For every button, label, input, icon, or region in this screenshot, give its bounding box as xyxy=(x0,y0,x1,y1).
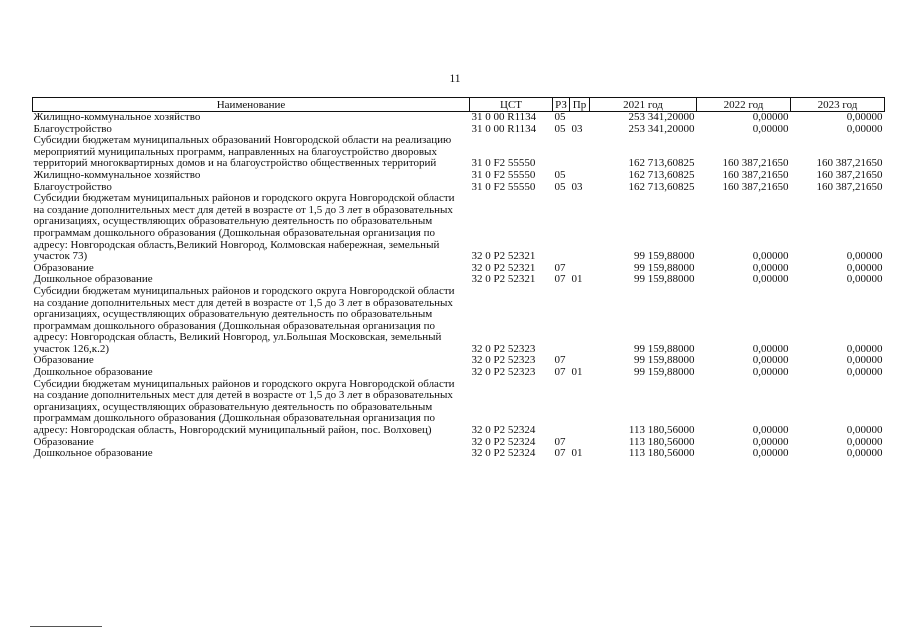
row-amount-2021: 162 713,60825 xyxy=(628,180,695,193)
row-name: Субсидии бюджетам муниципальных образований Новгородской области на реализацию мероприятий муниципальных программ, направленных на благоустройство дворовых территорий многоквартирных домов и на благоустройство общественных территорий xyxy=(33,134,452,170)
header-rz: РЗ xyxy=(553,98,570,112)
table-row xyxy=(33,193,885,263)
row-name: Жилищно-коммунальное хозяйство xyxy=(33,168,201,181)
row-amount-2023: 160 387,21650 xyxy=(816,157,883,170)
row-rz: 05 xyxy=(554,168,566,181)
row-amount-2021: 253 341,20000 xyxy=(628,122,695,135)
row-pr xyxy=(570,379,590,437)
header-csr: ЦСТ xyxy=(470,98,553,112)
footnote-rule xyxy=(30,626,102,627)
row-name: Образование xyxy=(33,354,94,367)
header-pr: Пр xyxy=(570,98,590,112)
row-amount-2021: 99 159,88000 xyxy=(634,250,695,263)
row-name: Образование xyxy=(33,261,94,274)
row-amount-2023: 0,00000 xyxy=(846,424,883,437)
row-rz: 07 xyxy=(554,354,566,367)
row-amount-2021: 99 159,88000 xyxy=(634,354,695,367)
row-rz: 05 xyxy=(554,111,566,123)
row-amount-2023: 0,00000 xyxy=(846,273,883,286)
row-amount-2022: 0,00000 xyxy=(752,250,789,263)
row-amount-2023: 160 387,21650 xyxy=(816,180,883,193)
row-pr xyxy=(570,193,590,263)
row-name: Субсидии бюджетам муниципальных районов и городского округа Новгородской области на создание дополнительных мест для детей в возрасте от 1,5 до 3 лет в образовательных организациях, осуществляющих образовательную деятельность по образовательным программам дошкольного образования (Дошкольная образовательная организация по адресу: Новгородская область,Великий Новгород, Колмовская набережная, земельный участок 73) xyxy=(33,192,455,263)
row-name: Дошкольное образование xyxy=(33,447,153,460)
row-amount-2023: 0,00000 xyxy=(846,250,883,263)
row-name: Образование xyxy=(33,435,94,448)
table-row xyxy=(33,112,885,124)
row-pr xyxy=(570,135,590,170)
row-pr: 01 xyxy=(571,447,583,460)
row-csr-code: 32 0 P2 52324 xyxy=(471,424,536,437)
table-row xyxy=(33,448,885,460)
row-csr-code: 32 0 P2 52323 xyxy=(471,366,536,379)
row-rz xyxy=(553,193,570,263)
row-amount-2023: 0,00000 xyxy=(846,111,883,123)
row-amount-2021: 113 180,56000 xyxy=(628,424,695,437)
row-csr-code: 31 0 F2 55550 xyxy=(471,157,536,170)
row-amount-2022: 0,00000 xyxy=(752,111,789,123)
row-amount-2023: 0,00000 xyxy=(846,261,883,274)
row-amount-2021: 113 180,56000 xyxy=(628,435,695,448)
row-name: Субсидии бюджетам муниципальных районов и городского округа Новгородской области на создание дополнительных мест для детей в возрасте от 1,5 до 3 лет в образовательных организациях, осуществляющих образовательную деятельность по образовательным программам дошкольного образования (Дошкольная образовательная организация по адресу: Новгородская область, Великий Новгород, ул.Большая Московская, земельный участок 126,к.2) xyxy=(33,284,455,355)
row-csr-code: 32 0 P2 52321 xyxy=(471,250,536,263)
row-amount-2021: 253 341,20000 xyxy=(628,111,695,123)
row-amount-2021: 162 713,60825 xyxy=(628,157,695,170)
row-amount-2023: 160 387,21650 xyxy=(816,168,883,181)
row-pr xyxy=(570,112,590,124)
row-amount-2022: 0,00000 xyxy=(752,435,789,448)
table-row xyxy=(33,135,885,170)
row-csr-code: 31 0 00 R1134 xyxy=(471,122,537,135)
table-row xyxy=(33,286,885,356)
row-amount-2022: 0,00000 xyxy=(752,447,789,460)
row-pr: 01 xyxy=(571,366,583,379)
table-row xyxy=(33,367,885,379)
header-2022: 2022 год xyxy=(697,98,791,112)
row-name: Дошкольное образование xyxy=(33,366,153,379)
row-pr xyxy=(570,170,590,182)
budget-table xyxy=(32,97,885,460)
row-rz: 05 xyxy=(554,122,566,135)
row-name: Жилищно-коммунальное хозяйство xyxy=(33,111,201,123)
table-row xyxy=(33,379,885,437)
table-header xyxy=(33,98,885,112)
row-name: Благоустройство xyxy=(33,122,112,135)
page-number: 11 xyxy=(449,73,461,85)
row-amount-2022: 0,00000 xyxy=(752,354,789,367)
row-amount-2021: 99 159,88000 xyxy=(634,273,695,286)
row-amount-2023: 0,00000 xyxy=(846,447,883,460)
row-name: Благоустройство xyxy=(33,180,112,193)
header-name: Наименование xyxy=(33,98,470,112)
table-row xyxy=(33,170,885,182)
row-csr-code: 32 0 P2 52321 xyxy=(471,273,536,286)
row-rz xyxy=(553,135,570,170)
row-rz: 07 xyxy=(554,366,566,379)
row-amount-2022: 160 387,21650 xyxy=(722,180,789,193)
row-amount-2022: 160 387,21650 xyxy=(722,168,789,181)
row-amount-2022: 0,00000 xyxy=(752,366,789,379)
header-2021: 2021 год xyxy=(590,98,697,112)
row-csr-code: 32 0 P2 52324 xyxy=(471,447,536,460)
row-amount-2023: 0,00000 xyxy=(846,366,883,379)
row-amount-2022: 0,00000 xyxy=(752,424,789,437)
row-pr xyxy=(570,286,590,356)
row-pr: 03 xyxy=(571,180,583,193)
row-amount-2023: 0,00000 xyxy=(846,122,883,135)
row-rz: 07 xyxy=(554,435,566,448)
table-header-row xyxy=(33,98,885,112)
row-rz xyxy=(553,286,570,356)
row-amount-2022: 0,00000 xyxy=(752,261,789,274)
row-pr: 03 xyxy=(571,122,583,135)
row-rz: 07 xyxy=(554,261,566,274)
row-rz: 07 xyxy=(554,273,566,286)
row-csr-code: 32 0 P2 52324 xyxy=(471,435,536,448)
row-csr-code: 32 0 P2 52321 xyxy=(471,261,536,274)
row-amount-2023: 0,00000 xyxy=(846,435,883,448)
row-pr: 01 xyxy=(571,273,583,286)
row-amount-2021: 99 159,88000 xyxy=(634,366,695,379)
row-amount-2023: 0,00000 xyxy=(846,342,883,355)
row-amount-2021: 162 713,60825 xyxy=(628,168,695,181)
row-rz: 05 xyxy=(554,180,566,193)
row-amount-2023: 0,00000 xyxy=(846,354,883,367)
row-amount-2022: 160 387,21650 xyxy=(722,157,789,170)
row-amount-2021: 99 159,88000 xyxy=(634,261,695,274)
row-name: Субсидии бюджетам муниципальных районов и городского округа Новгородской области на создание дополнительных мест для детей в возрасте от 1,5 до 3 лет в образовательных организациях, осуществляющих образовательную деятельность по образовательным программам дошкольного образования (Дошкольная образовательная организация по адресу: Новгородская область, Новгородский муниципальный район, пос. Волховец) xyxy=(33,377,455,437)
header-2023: 2023 год xyxy=(791,98,885,112)
row-amount-2022: 0,00000 xyxy=(752,342,789,355)
row-csr-code: 32 0 P2 52323 xyxy=(471,342,536,355)
row-amount-2022: 0,00000 xyxy=(752,273,789,286)
row-csr-code: 31 0 00 R1134 xyxy=(471,111,537,123)
row-rz: 07 xyxy=(554,447,566,460)
row-amount-2021: 99 159,88000 xyxy=(634,342,695,355)
row-rz xyxy=(553,379,570,437)
row-name: Дошкольное образование xyxy=(33,273,153,286)
row-amount-2021: 113 180,56000 xyxy=(628,447,695,460)
row-csr-code: 31 0 F2 55550 xyxy=(471,168,536,181)
row-amount-2022: 0,00000 xyxy=(752,122,789,135)
row-csr-code: 32 0 P2 52323 xyxy=(471,354,536,367)
row-csr-code: 31 0 F2 55550 xyxy=(471,180,536,193)
table-body xyxy=(33,112,885,460)
